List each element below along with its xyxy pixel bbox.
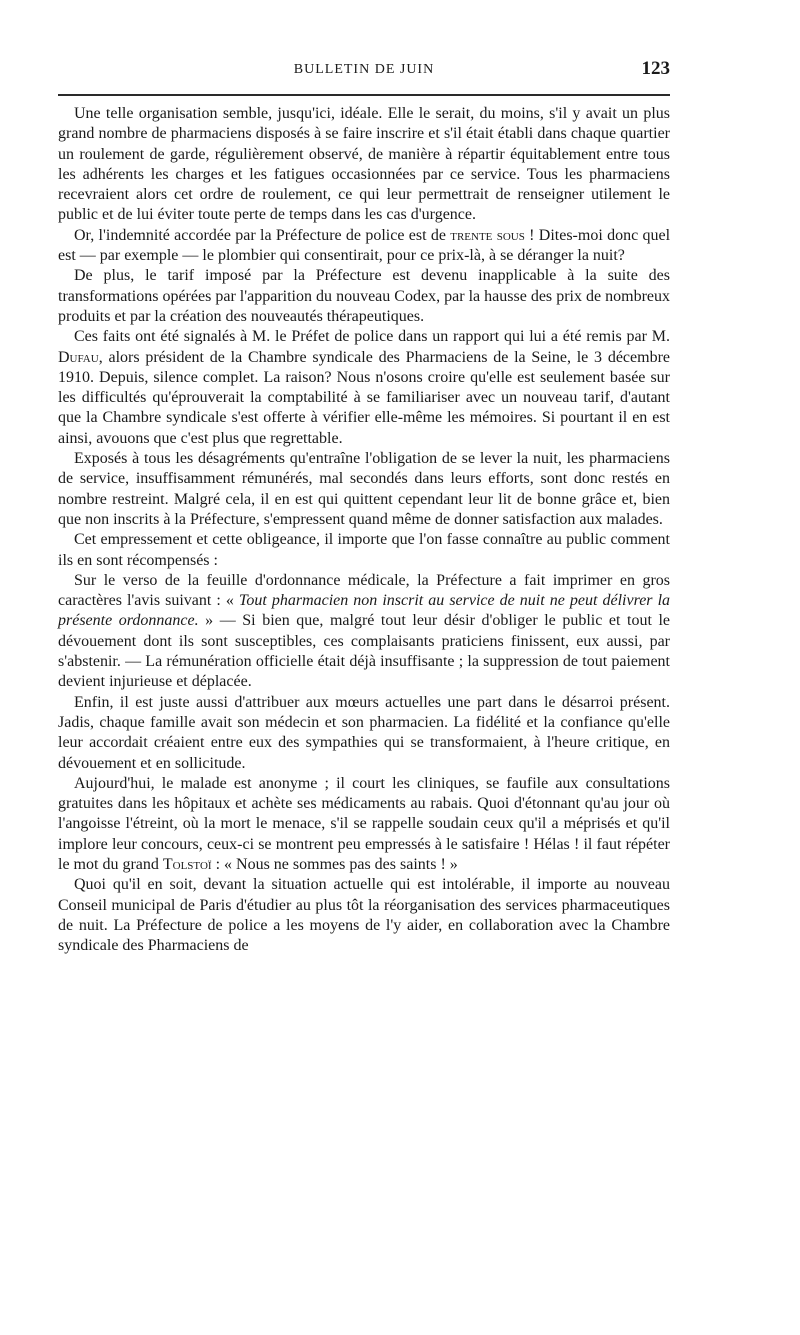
header-rule bbox=[58, 94, 670, 96]
paragraph-text: Sur le verso de la feuille d'ordonnance médicale, la Préfecture a fait imprimer en gros caractères l'avis suivant : « bbox=[58, 571, 670, 610]
paragraph-text: ! Dites-moi donc quel est — par exemple — le plombier qui consentirait, pour ce prix-là, à se déranger la nuit? bbox=[58, 226, 671, 265]
smallcaps-name: Tolstoï bbox=[162, 855, 212, 873]
paragraph-text: Exposés à tous les désagréments qu'entraîne l'obligation de se lever la nuit, les pharmaciens de service, insuffisamment rémunérés, mal secondés dans leurs efforts, sont donc restés en nombre restreint. Malgré cela, il en est qui quittent cependant leur lit de bonne grâce et, bien que non inscrits à la Préfecture, s'empressent quand même de donner satisfaction aux malades. bbox=[58, 450, 670, 528]
smallcaps-text: trente sous bbox=[450, 226, 525, 244]
italic-quote: Tout pharmacien non inscrit au service de nuit ne peut délivrer la présente ordonnance. bbox=[58, 592, 671, 630]
page-header bbox=[58, 60, 670, 84]
paragraph-text: Ces faits ont été signalés à M. le Préfet de police dans un rapport qui lui a été remis par M. bbox=[74, 328, 670, 346]
paragraph-text: Or, l'indemnité accordée par la Préfecture de police est de bbox=[74, 226, 451, 244]
running-title: BULLETIN DE JUIN bbox=[293, 62, 435, 77]
paragraph bbox=[58, 327, 670, 449]
smallcaps-name: Dufau bbox=[58, 348, 99, 366]
paragraph-text: De plus, le tarif imposé par la Préfecture est devenu inapplicable à la suite des transformations opérées par l'apparition du nouveau Codex, par la hausse des prix de nombreux produits et par la création des nouveautés thérapeutiques. bbox=[58, 267, 670, 325]
paragraph-text: Quoi qu'il en soit, devant la situation actuelle qui est intolérable, il importe au nouveau Conseil municipal de Paris d'étudier au plus tôt la réorganisation des services pharmaceutiques de nuit. La Préfecture de police a les moyens de l'y aider, en collaboration avec la Chambre syndicale des Pharmaciens de bbox=[58, 876, 670, 955]
paragraph bbox=[58, 875, 670, 956]
paragraph-text: Une telle organisation semble, jusqu'ici, idéale. Elle le serait, du moins, s'il y avait un plus grand nombre de pharmaciens disposés à se faire inscrire et s'il était établi dans chaque quartier un roulement de garde, régulièrement observé, de manière à répartir équitablement entre tous les adhérents les charges et les fatigues occasionnées par ce service. Tous les pharmaciens recevraient alors cet ordre de roulement, ce qui leur permettrait de renseigner utilement le public et de lui éviter toute perte de temps dans les cas d'urgence. bbox=[58, 105, 670, 224]
paragraph-text: » — Si bien que, malgré tout leur désir d'obliger le public et tout le dévouement dont ils sont susceptibles, ces complaisants praticiens finissent, eux aussi, par s'abstenir. — La rémunération officielle était déjà insuffisante ; la suppression de tout paiement devient injurieuse et déplacée. bbox=[58, 612, 670, 691]
paragraph-text: Enfin, il est juste aussi d'attribuer aux mœurs actuelles une part dans le désarroi présent. Jadis, chaque famille avait son médecin et son pharmacien. La fidélité et la confiance qu'elle leur accordait créaient entre eux des sympathies qui se transformaient, à l'heure critique, en dévouement et en sollicitude. bbox=[58, 693, 670, 772]
paragraph-text: Aujourd'hui, le malade est anonyme ; il court les cliniques, se faufile aux consultations gratuites dans les hôpitaux et achète ses médicaments au rabais. Quoi d'étonnant qu'au jour où l'angoisse l'étreint, où la mort le menace, s'il se rappelle soudain ceux qu'il a méprisés et qu'il implore leur concours, ceux-ci se montrent peu empressés à le satisfaire ! Hélas ! il faut répéter le mot du grand bbox=[58, 774, 670, 873]
paragraph bbox=[58, 774, 670, 875]
paragraph bbox=[58, 571, 670, 693]
paragraph bbox=[58, 226, 670, 267]
paragraph bbox=[58, 693, 670, 774]
page-number: 123 bbox=[641, 58, 670, 79]
paragraph-text: , alors président de la Chambre syndicale des Pharmaciens de la Seine, le 3 décembre 1910. Depuis, silence complet. La raison? Nous n'osons croire qu'elle est seulement basée sur les difficultés qu'éprouverait la comptabilité à se familiariser avec un nouveau tarif, d'autant que la Chambre syndicale s'est offerte à vérifier elle-même les mémoires. Si pourtant il en est ainsi, avouons que c'est plus que regrettable. bbox=[58, 348, 670, 447]
paragraph-text: Cet empressement et cette obligeance, il importe que l'on fasse connaître au public comment ils en sont récompensés : bbox=[58, 531, 670, 569]
body-text bbox=[58, 104, 670, 956]
paragraph-text: : « Nous ne sommes pas des saints ! » bbox=[211, 855, 458, 873]
paragraph bbox=[58, 266, 670, 327]
paragraph bbox=[58, 530, 670, 571]
paragraph bbox=[58, 449, 670, 530]
paragraph bbox=[58, 104, 670, 226]
